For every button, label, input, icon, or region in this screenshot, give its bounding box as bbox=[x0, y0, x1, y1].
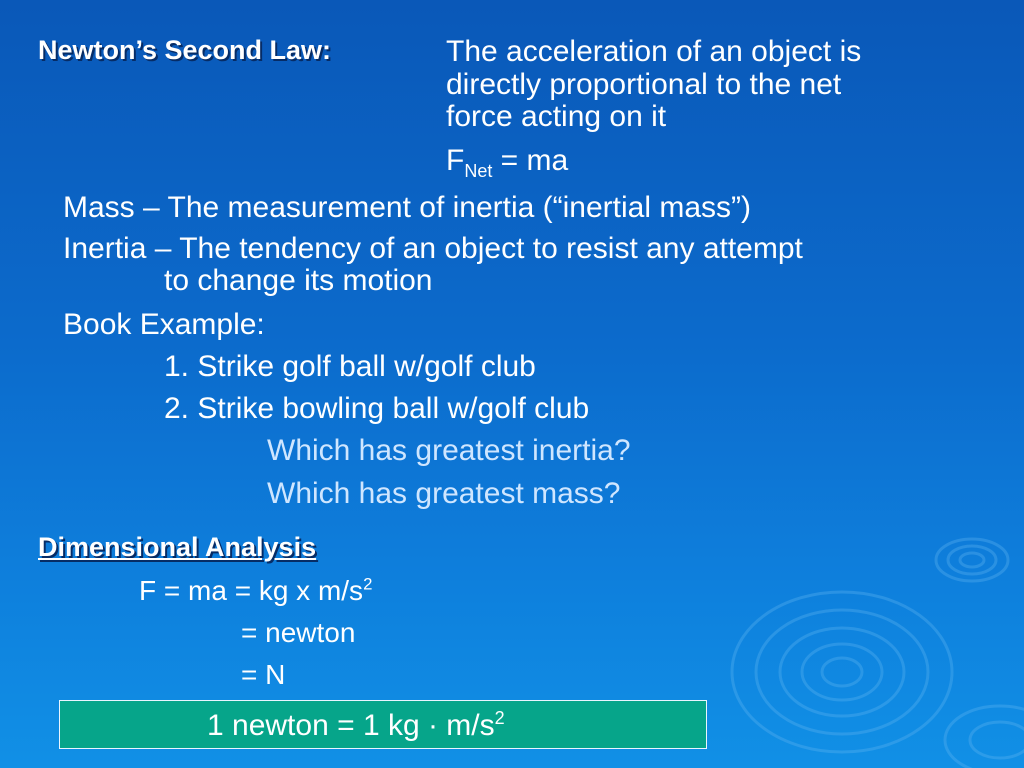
newton-definition-text: 1 newton = 1 kg · m/s bbox=[207, 709, 495, 742]
dimensional-line-1 bbox=[139, 574, 373, 606]
formula-f: F bbox=[446, 144, 465, 177]
book-example-label: Book Example: bbox=[63, 308, 265, 341]
newton-definition-exponent: 2 bbox=[494, 708, 505, 728]
mass-definition: Mass – The measurement of inertia (“inertial mass”) bbox=[63, 191, 752, 224]
definition-line-3: force acting on it bbox=[446, 100, 667, 133]
question-mass: Which has greatest mass? bbox=[267, 477, 621, 510]
newtons-second-law-heading: Newton’s Second Law: bbox=[38, 35, 332, 65]
formula-rest: = ma bbox=[492, 144, 569, 177]
dimensional-line-1-exponent: 2 bbox=[363, 574, 373, 594]
question-inertia: Which has greatest inertia? bbox=[267, 434, 631, 467]
book-example-item-2: 2. Strike bowling ball w/golf club bbox=[164, 392, 590, 425]
inertia-definition-line-1: Inertia – The tendency of an object to resist any attempt bbox=[63, 232, 803, 265]
net-force-formula bbox=[446, 144, 569, 181]
dimensional-line-1-text: F = ma = kg x m/s bbox=[139, 575, 364, 606]
newton-definition bbox=[207, 708, 505, 742]
inertia-definition-line-2: to change its motion bbox=[164, 264, 433, 297]
book-example-item-1: 1. Strike golf ball w/golf club bbox=[164, 350, 536, 383]
formula-subscript-net: Net bbox=[464, 161, 493, 181]
dimensional-line-2: = newton bbox=[241, 617, 356, 648]
dimensional-analysis-heading: Dimensional Analysis bbox=[38, 532, 317, 562]
definition-line-2: directly proportional to the net bbox=[446, 68, 842, 101]
definition-line-1: The acceleration of an object is bbox=[446, 35, 862, 68]
dimensional-line-3: = N bbox=[241, 659, 286, 690]
